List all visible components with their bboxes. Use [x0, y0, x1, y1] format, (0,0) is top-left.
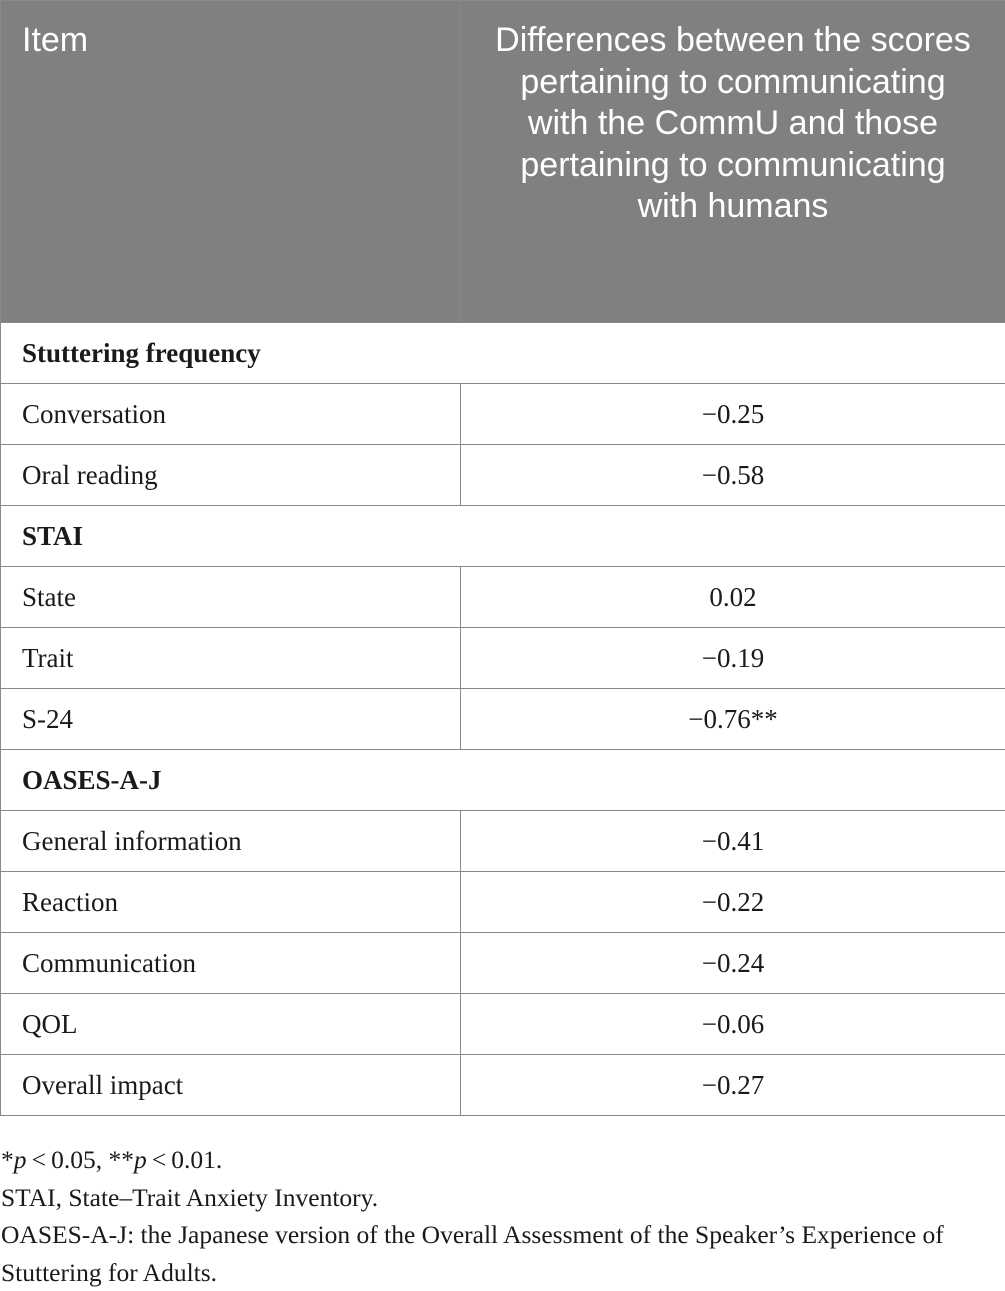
section-row	[1, 750, 1005, 811]
row-value: −0.24	[461, 933, 1005, 994]
row-item: QOL	[1, 994, 461, 1055]
section-row	[1, 506, 1005, 567]
sig-threshold: < 0.01.	[146, 1145, 223, 1174]
stai-note: STAI, State–Trait Anxiety Inventory.	[1, 1182, 379, 1212]
table-row	[1, 811, 1005, 872]
table-footnotes	[1, 1141, 1001, 1291]
oases-note: OASES-A-J: the Japanese version of the Overall Assessment of the Speaker’s Experience of Stuttering for Adults.	[1, 1220, 944, 1287]
header-differences: Differences between the scores pertaining to communicating with the CommU and those pertaining to communicating with humans	[461, 1, 1005, 323]
row-value: −0.76**	[461, 689, 1005, 750]
header-item: Item	[1, 1, 461, 323]
section-title: OASES-A-J	[1, 750, 1005, 811]
table-row	[1, 567, 1005, 628]
table-header-row	[1, 1, 1005, 323]
row-item: Oral reading	[1, 445, 461, 506]
row-item: Communication	[1, 933, 461, 994]
sig-p: p	[133, 1145, 147, 1174]
sig-p: p	[13, 1145, 27, 1174]
table-row	[1, 689, 1005, 750]
row-value: −0.41	[461, 811, 1005, 872]
row-value: −0.27	[461, 1055, 1005, 1116]
section-title: Stuttering frequency	[1, 323, 1005, 384]
row-item: Reaction	[1, 872, 461, 933]
row-value: −0.22	[461, 872, 1005, 933]
section-title: STAI	[1, 506, 1005, 567]
row-item: S-24	[1, 689, 461, 750]
sig-star: *	[1, 1145, 14, 1174]
table-row	[1, 628, 1005, 689]
table-row	[1, 1055, 1005, 1116]
table-row	[1, 933, 1005, 994]
row-value: −0.58	[461, 445, 1005, 506]
sig-threshold: < 0.05, **	[26, 1145, 134, 1174]
table-row	[1, 994, 1005, 1055]
row-value: −0.06	[461, 994, 1005, 1055]
table-row	[1, 384, 1005, 445]
row-item: Trait	[1, 628, 461, 689]
section-row	[1, 323, 1005, 384]
row-item: General information	[1, 811, 461, 872]
row-item: Conversation	[1, 384, 461, 445]
row-value: −0.19	[461, 628, 1005, 689]
row-value: 0.02	[461, 567, 1005, 628]
table-row	[1, 445, 1005, 506]
significance-note	[1, 1141, 1001, 1179]
table-row	[1, 872, 1005, 933]
row-item: Overall impact	[1, 1055, 461, 1116]
row-item: State	[1, 567, 461, 628]
row-value: −0.25	[461, 384, 1005, 445]
